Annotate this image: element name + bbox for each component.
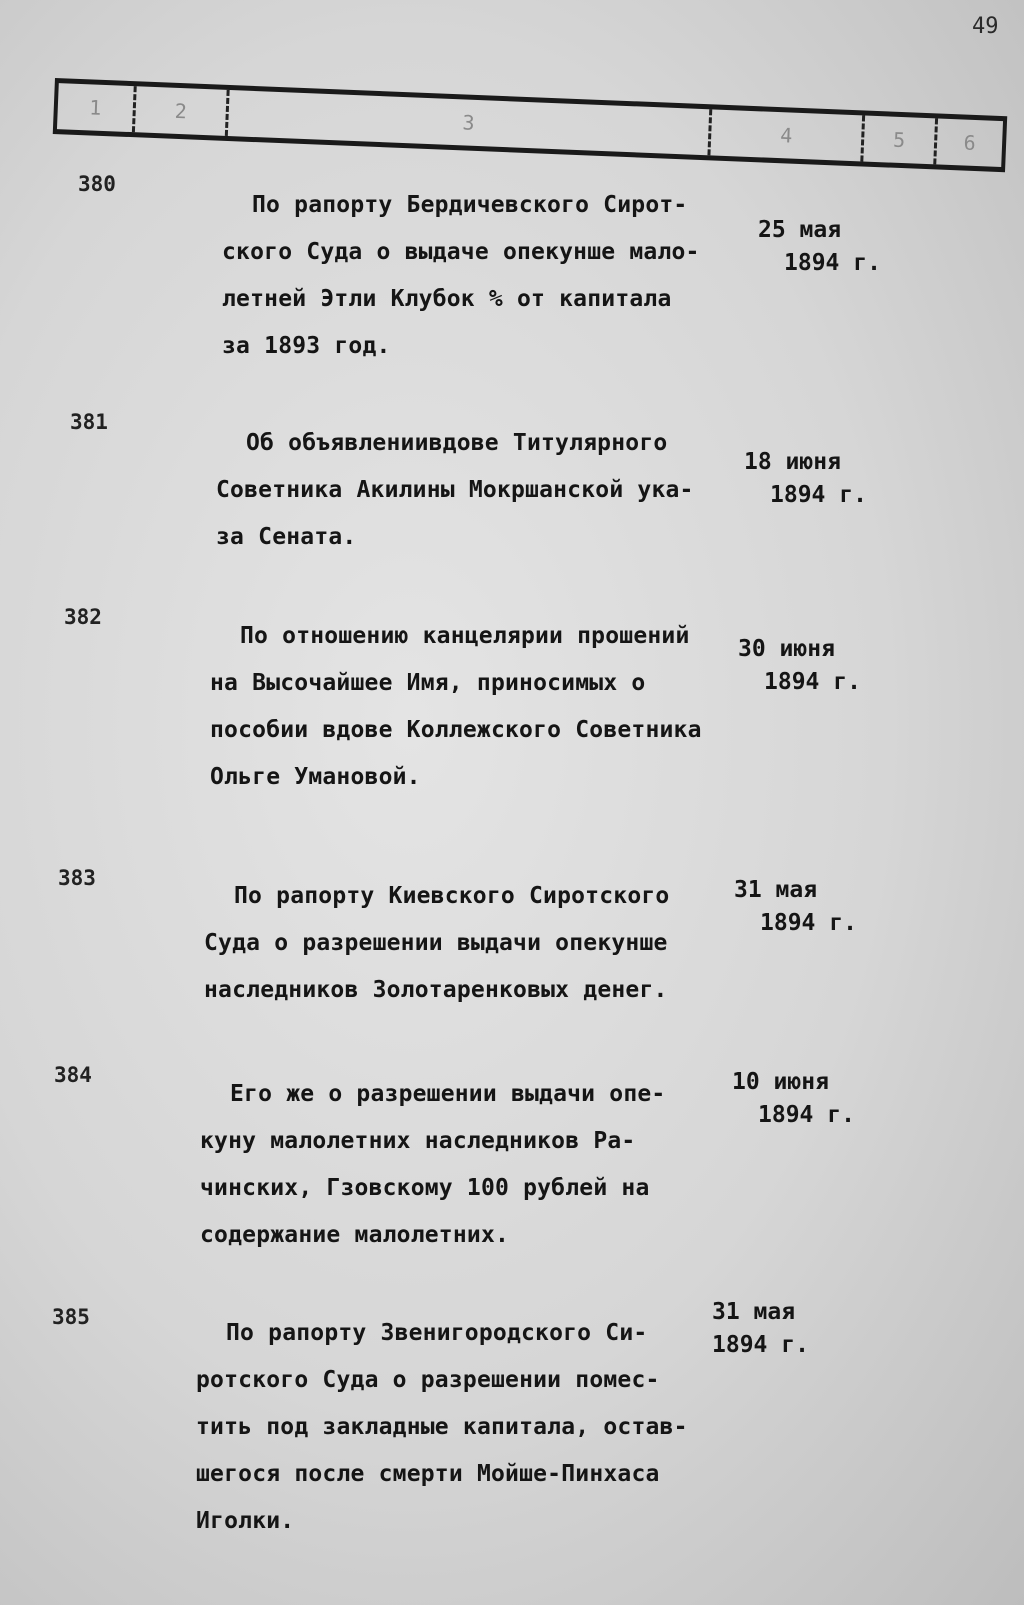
entry-date bbox=[758, 214, 881, 280]
entry-number: 381 bbox=[70, 410, 108, 434]
entry-date bbox=[738, 633, 861, 699]
entry-line: Советника Акилины Мокршанской ука- bbox=[216, 477, 694, 503]
column-header-3: 3 bbox=[225, 90, 709, 155]
entry-date-year: 1894 г. bbox=[758, 1102, 855, 1128]
column-header-5: 5 bbox=[860, 115, 935, 164]
entry-text bbox=[204, 873, 669, 1014]
column-header-2: 2 bbox=[132, 86, 227, 136]
entry-date-day: 25 мая bbox=[758, 217, 842, 243]
entry-number: 385 bbox=[52, 1305, 90, 1329]
entry-number: 384 bbox=[54, 1063, 92, 1087]
entry-line: ского Суда о выдаче опекунше мало- bbox=[222, 239, 700, 265]
entry-number: 380 bbox=[78, 172, 116, 196]
entry-number: 383 bbox=[58, 866, 96, 890]
entry-text bbox=[200, 1071, 665, 1259]
entry-line: за Сената. bbox=[216, 524, 357, 550]
entry-line: за 1893 год. bbox=[222, 333, 391, 359]
entry-line: Ольге Умановой. bbox=[210, 764, 421, 790]
entry-line: тить под закладные капитала, остав- bbox=[196, 1414, 688, 1440]
entry-line: пособии вдове Коллежского Советника bbox=[210, 717, 702, 743]
entry-date-year: 1894 г. bbox=[760, 910, 857, 936]
entry-line: Его же о разрешении выдачи опе- bbox=[230, 1081, 666, 1107]
column-header-4: 4 bbox=[707, 109, 862, 161]
entry-line: шегося после смерти Мойше-Пинхаса bbox=[196, 1461, 660, 1487]
entry-date-day: 31 мая bbox=[712, 1299, 796, 1325]
entry-date-year: 1894 г. bbox=[784, 250, 881, 276]
entry-line: Об объявлениивдове Титулярного bbox=[246, 430, 668, 456]
entry-date bbox=[712, 1296, 809, 1362]
entry-line: куну малолетних наследников Ра- bbox=[200, 1128, 636, 1154]
entry-line: наследников Золотаренковых денег. bbox=[204, 977, 668, 1003]
entry-date-day: 18 июня bbox=[744, 449, 841, 475]
entry-date-year: 1894 г. bbox=[712, 1332, 809, 1358]
entry-date-day: 30 июня bbox=[738, 636, 835, 662]
entry-date bbox=[744, 446, 867, 512]
entry-date-year: 1894 г. bbox=[764, 669, 861, 695]
entry-line: ротского Суда о разрешении помес- bbox=[196, 1367, 660, 1393]
page-number: 49 bbox=[972, 14, 999, 39]
entry-line: чинских, Гзовскому 100 рублей на bbox=[200, 1175, 650, 1201]
entry-date bbox=[734, 874, 857, 940]
column-header-strip bbox=[53, 78, 1007, 172]
column-header-6: 6 bbox=[933, 118, 1003, 167]
entry-line: По рапорту Бердичевского Сирот- bbox=[252, 192, 688, 218]
entry-text bbox=[210, 613, 702, 801]
entry-line: Иголки. bbox=[196, 1508, 295, 1534]
entry-line: Суда о разрешении выдачи опекунше bbox=[204, 930, 668, 956]
entry-line: По отношению канцелярии прошений bbox=[240, 623, 690, 649]
entry-line: на Высочайшее Имя, приносимых о bbox=[210, 670, 646, 696]
entry-date-day: 31 мая bbox=[734, 877, 818, 903]
entry-date-year: 1894 г. bbox=[770, 482, 867, 508]
entry-text bbox=[216, 420, 694, 561]
entry-text bbox=[222, 182, 700, 370]
entry-line: По рапорту Киевского Сиротского bbox=[234, 883, 670, 909]
entry-number: 382 bbox=[64, 605, 102, 629]
entry-line: летней Этли Клубок % от капитала bbox=[222, 286, 672, 312]
entry-line: По рапорту Звенигородского Си- bbox=[226, 1320, 648, 1346]
entry-date-day: 10 июня bbox=[732, 1069, 829, 1095]
entry-date bbox=[732, 1066, 855, 1132]
entry-line: содержание малолетних. bbox=[200, 1222, 510, 1248]
column-header-1: 1 bbox=[88, 95, 102, 120]
entry-text bbox=[196, 1310, 688, 1545]
